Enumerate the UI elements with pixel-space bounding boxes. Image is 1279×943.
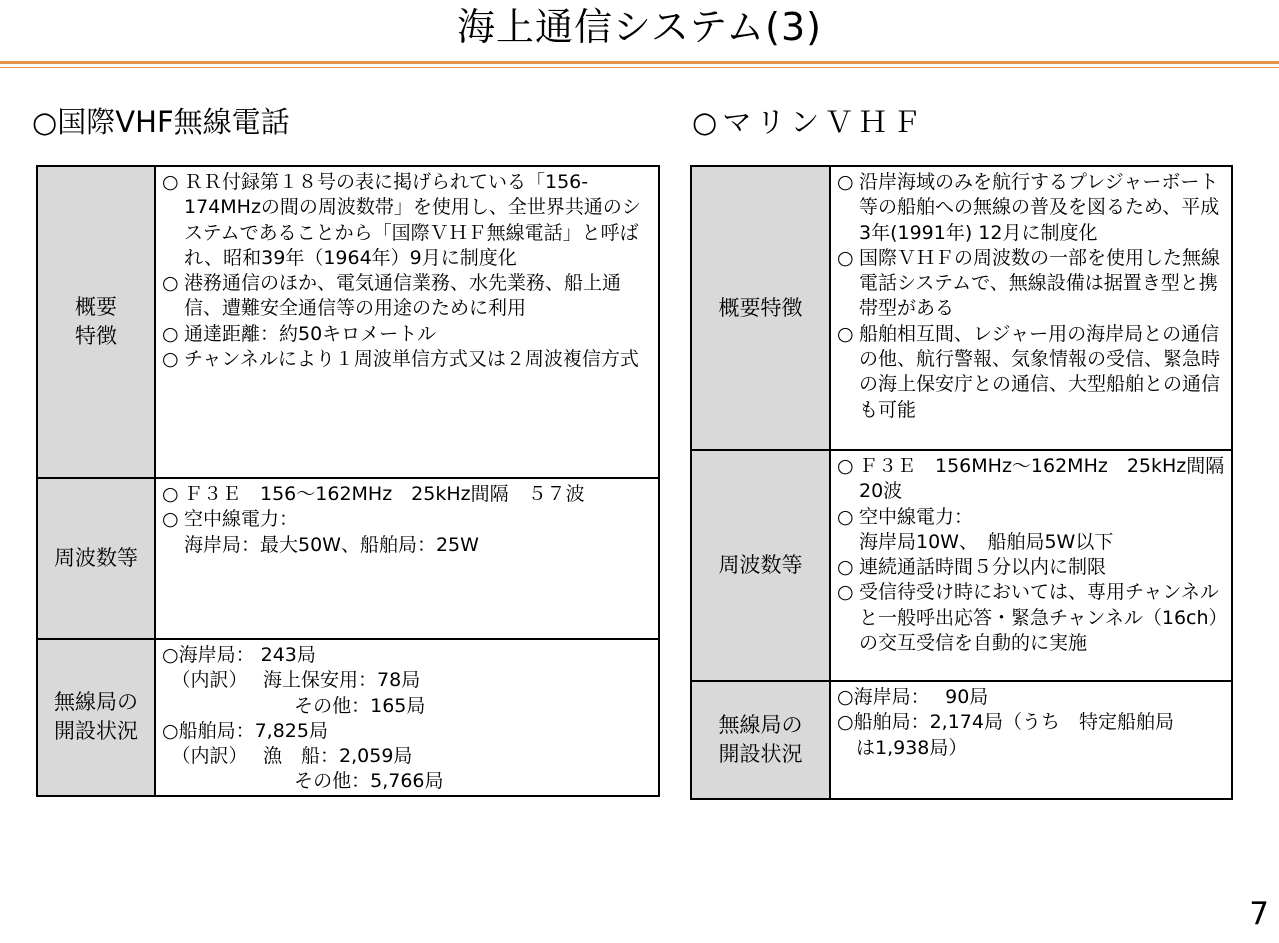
list-item: ○ 沿岸海域のみを航行するプレジャーボート等の船舶への無線の普及を図るため、平成3年(1991年) 12月に制度化 — [837, 171, 1220, 244]
international-vhf-table — [36, 165, 660, 797]
text-line: ○海岸局： 90局 — [837, 686, 989, 708]
list-item: ○ 連続通話時間５分以内に制限 — [837, 556, 1107, 579]
table-row — [691, 681, 1232, 799]
table-row — [37, 478, 659, 639]
list-item: ○ 受信待受け時においては、専用チャンネルと一般呼出応答・緊急チャンネル（16ch）の交互受信を自動的に実施 — [837, 581, 1219, 655]
list-item: ○ ＲＲ付録第１８号の表に掲げられている「156-174MHzの間の周波数帯」を使用し、全世界共通のシステムであることから「国際ＶＨＦ無線電話」と呼ばれ、昭和39年（1964年）9月に制度化 — [162, 171, 641, 269]
text-line: （内訳） 海上保安用：78局 — [162, 669, 421, 692]
row-content-stations — [155, 639, 659, 796]
text-line: （内訳） 漁 船：2,059局 — [162, 745, 413, 768]
text-line: ○船舶局：2,174局（うち 特定船舶局 — [837, 711, 1174, 734]
list-item: ○ 港務通信のほか、電気通信業務、水先業務、船上通信、遭難安全通信等の用途のために利用 — [162, 272, 622, 320]
row-label-frequency: 周波数等 — [691, 450, 830, 681]
list-item: ○ 空中線電力： — [837, 505, 974, 528]
text-line: その他：165局 — [162, 694, 426, 717]
row-label-frequency: 周波数等 — [37, 478, 155, 639]
row-content-overview — [830, 166, 1232, 450]
left-section-heading: ○国際VHF無線電話 — [32, 105, 290, 139]
list-item-continuation: 海岸局：最大50W、船舶局：25W — [184, 533, 479, 556]
table-row — [691, 450, 1232, 681]
row-content-frequency — [830, 450, 1263, 681]
row-label-overview: 概要 特徴 — [37, 166, 155, 478]
page-number: 7 — [1249, 896, 1269, 932]
table-row — [691, 166, 1232, 450]
row-content-frequency — [155, 478, 659, 639]
row-label-stations: 無線局の 開設状況 — [37, 639, 155, 796]
table-row — [37, 166, 659, 478]
list-item: ○ チャンネルにより１周波単信方式又は２周波複信方式 — [162, 348, 639, 371]
text-line: ○船舶局：7,825局 — [162, 719, 328, 742]
right-section-heading: ○マリンＶＨＦ — [692, 105, 927, 139]
list-item: ○ 船舶相互間、レジャー用の海岸局との通信の他、航行警報、気象情報の受信、緊急時の海上保安庁との通信、大型船舶との通信も可能 — [837, 322, 1221, 421]
title-rule-thick — [0, 61, 1279, 64]
text-line: その他：5,766局 — [162, 770, 444, 793]
marine-vhf-table — [690, 165, 1263, 800]
list-item: ○ Ｆ３Ｅ 156MHz～162MHz 25kHz間隔 20波 — [837, 455, 1263, 503]
table-row — [37, 639, 659, 796]
text-line: は1,938局） — [837, 736, 968, 759]
list-item: ○ 空中線電力： — [162, 508, 299, 531]
row-label-overview: 概要特徴 — [691, 166, 830, 450]
row-label-stations: 無線局の 開設状況 — [691, 681, 830, 799]
list-item: ○ 国際ＶＨＦの周波数の一部を使用した無線電話システムで、無線設備は据置き型と携帯型がある — [837, 246, 1221, 320]
row-content-overview — [155, 166, 659, 478]
text-line: ○海岸局： 243局 — [162, 644, 316, 666]
row-content-stations — [830, 681, 1232, 799]
list-item: ○ 通達距離：約50キロメートル — [162, 322, 437, 345]
slide-title: 海上通信システム(3) — [456, 5, 823, 49]
list-item: ○ Ｆ３Ｅ 156～162MHz 25kHz間隔 ５７波 — [162, 483, 585, 505]
title-rule-thin — [0, 67, 1279, 68]
list-item-continuation: 海岸局10W、 船舶局5W以下 — [859, 530, 1114, 553]
